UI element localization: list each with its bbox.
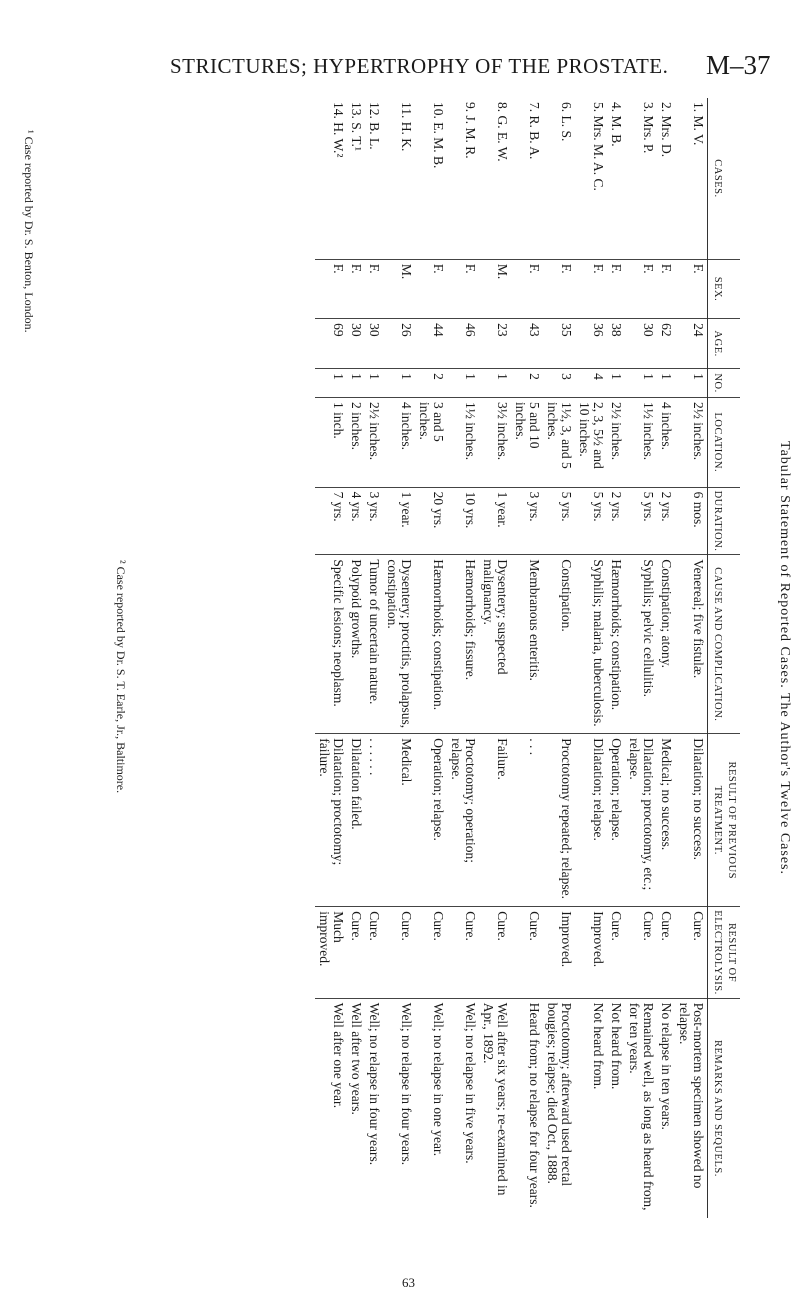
cell-duration: 5 yrs. [625, 487, 657, 555]
footnote-1: ¹ Case reported by Dr. S. Benton, London. [22, 130, 36, 333]
cell-duration: 2 yrs. [657, 487, 675, 555]
cell-case: 9. J. M. R. [463, 102, 478, 159]
cell-no: 1 [657, 369, 675, 398]
page-number: 63 [402, 1275, 415, 1290]
table-row [675, 98, 708, 1218]
cell-cause: Dysentery; proctitis, prolapsus, constipation. [383, 555, 415, 734]
col-location: LOCATION. [708, 397, 741, 487]
cell-duration: 7 yrs. [315, 487, 347, 555]
col-cause: CAUSE AND COMPLICATION. [708, 555, 741, 734]
cell-cause: Constipation; atony. [657, 555, 675, 734]
cell-duration: 1 year. [479, 487, 511, 555]
cell-duration: 4 yrs. [347, 487, 365, 555]
cell-cause: Hæmorrhoids; constipation. [607, 555, 625, 734]
col-age: AGE. [708, 319, 741, 369]
table-row [511, 98, 543, 1218]
cell-location: 4 inches. [657, 397, 675, 487]
cell-previous: Dilatation; no success. [675, 734, 708, 907]
cell-previous: Failure. [479, 734, 511, 907]
cell-sex: F. [625, 259, 657, 318]
cell-result: Cure. [347, 907, 365, 999]
cell-case: 13. S. T.¹ [349, 102, 364, 151]
table-row [479, 98, 511, 1218]
cell-cause: Tumor of uncertain nature. [365, 555, 383, 734]
cell-duration: 1 year. [383, 487, 415, 555]
cell-sex: F. [511, 259, 543, 318]
header-row [708, 98, 741, 1218]
cell-no: 1 [607, 369, 625, 398]
cell-sex: F. [575, 259, 607, 318]
table-row [625, 98, 657, 1218]
cell-sex: F. [415, 259, 447, 318]
cell-age: 62 [657, 319, 675, 369]
cell-location: 1½ inches. [625, 397, 657, 487]
cell-age: 24 [675, 319, 708, 369]
table-row [383, 98, 415, 1218]
cell-previous: Operation; relapse. [607, 734, 625, 907]
cell-remarks: Well after one year. [315, 998, 347, 1218]
cell-cause: Constipation. [543, 555, 575, 734]
cell-result: Cure. [365, 907, 383, 999]
cell-no: 1 [315, 369, 347, 398]
cell-age: 36 [575, 319, 607, 369]
col-no: NO. [708, 369, 741, 398]
cell-remarks: Well after six years; re-examined in Apr., 1892. [479, 998, 511, 1218]
cell-result: Cure. [383, 907, 415, 999]
cell-cause: Hæmorrhoids; constipation. [415, 555, 447, 734]
cell-age: 30 [347, 319, 365, 369]
cell-duration: 3 yrs. [511, 487, 543, 555]
cell-remarks: Remained well, as long as heard from, for ten years. [625, 998, 657, 1218]
running-title: STRICTURES; HYPERTROPHY OF THE PROSTATE. [170, 54, 669, 78]
table-caption: Tabular Statement of Reported Cases. The Author's Twelve Cases. [777, 441, 792, 875]
cell-duration: 10 yrs. [447, 487, 479, 555]
cell-no: 1 [347, 369, 365, 398]
cell-no: 1 [383, 369, 415, 398]
cell-case: 3. Mrs. P. [641, 102, 656, 154]
cell-sex: M. [479, 259, 511, 318]
case-table-rotated [150, 98, 792, 1218]
cell-previous: . . . [511, 734, 543, 907]
cell-case: 6. L. S. [559, 102, 574, 142]
cell-duration: 3 yrs. [365, 487, 383, 555]
cell-age: 30 [365, 319, 383, 369]
cell-age: 43 [511, 319, 543, 369]
cell-age: 26 [383, 319, 415, 369]
cell-case: 1. M. V. [691, 102, 706, 146]
cell-cause: Syphilis; malaria, tuberculosis. [575, 555, 607, 734]
cell-no: 1 [365, 369, 383, 398]
col-duration: DURATION. [708, 487, 741, 555]
col-cases: CASES. [708, 98, 741, 259]
cell-remarks: Not heard from. [575, 998, 607, 1218]
cell-sex: F. [607, 259, 625, 318]
cell-remarks: Post-mortem specimen showed no relapse. [675, 998, 708, 1218]
cell-location: 1½ inches. [447, 397, 479, 487]
cell-result: Cure. [447, 907, 479, 999]
cell-location: 2½ inches. [365, 397, 383, 487]
cell-no: 2 [415, 369, 447, 398]
cell-no: 1 [447, 369, 479, 398]
cell-no: 4 [575, 369, 607, 398]
cell-no: 1 [675, 369, 708, 398]
cell-location: 2½ inches. [675, 397, 708, 487]
cell-result: Improved. [543, 907, 575, 999]
table-row [543, 98, 575, 1218]
cell-duration: 20 yrs. [415, 487, 447, 555]
col-electrolysis: RESULT OF ELECTROLYSIS. [708, 907, 741, 999]
cell-case: 14. H. W.² [331, 102, 346, 158]
page-code: M–37 [706, 50, 771, 80]
cell-location: 4 inches. [383, 397, 415, 487]
cell-age: 38 [607, 319, 625, 369]
cell-location: 2, 3, 5½ and 10 inches. [575, 397, 607, 487]
footnote-2: ² Case reported by Dr. S. T. Earle, Jr., Baltimore. [114, 560, 128, 794]
cell-remarks: Well after two years. [347, 998, 365, 1218]
cell-remarks: Well; no relapse in one year. [415, 998, 447, 1218]
cell-remarks: Proctotomy; afterward used rectal bougies; relapse; died Oct., 1888. [543, 998, 575, 1218]
cell-case: 10. E. M. B. [431, 102, 446, 169]
cell-previous: Medical. [383, 734, 415, 907]
cell-previous: Dilatation failed. [347, 734, 365, 907]
cell-cause: Hæmorrhoids; fissure. [447, 555, 479, 734]
table-row [447, 98, 479, 1218]
cell-sex: F. [315, 259, 347, 318]
table-row [657, 98, 675, 1218]
cell-no: 3 [543, 369, 575, 398]
cell-case: 2. Mrs. D. [659, 102, 674, 158]
cell-remarks: Well; no relapse in four years. [383, 998, 415, 1218]
cell-location: 5 and 10 inches. [511, 397, 543, 487]
cell-result: Cure. [625, 907, 657, 999]
cell-remarks: Not heard from. [607, 998, 625, 1218]
cell-sex: M. [383, 259, 415, 318]
cell-previous: Medical; no success. [657, 734, 675, 907]
cell-remarks: Heard from; no relapse for four years. [511, 998, 543, 1218]
cell-cause: Syphilis; pelvic cellulitis. [625, 555, 657, 734]
table-row [347, 98, 365, 1218]
cell-duration: 6 mos. [675, 487, 708, 555]
cell-cause: Dysentery; suspected malignancy. [479, 555, 511, 734]
cell-sex: F. [447, 259, 479, 318]
cell-result: Cure. [511, 907, 543, 999]
cell-result: Cure. [415, 907, 447, 999]
cell-sex: F. [365, 259, 383, 318]
cell-case: 12. B. L. [367, 102, 382, 150]
cell-location: 2 inches. [347, 397, 365, 487]
cell-no: 1 [625, 369, 657, 398]
cell-previous: Dilatation; relapse. [575, 734, 607, 907]
cell-remarks: No relapse in ten years. [657, 998, 675, 1218]
cell-case: 7. R. B. A. [527, 102, 542, 160]
cell-previous: . . . . . . [365, 734, 383, 907]
table-row [365, 98, 383, 1218]
case-table [315, 98, 740, 1218]
cell-cause: Venereal; five fistulæ. [675, 555, 708, 734]
cell-age: 44 [415, 319, 447, 369]
cell-case: 4. M. B. [609, 102, 624, 147]
cell-age: 30 [625, 319, 657, 369]
cell-case: 8. G. E. W. [495, 102, 510, 162]
cell-age: 23 [479, 319, 511, 369]
cell-sex: F. [675, 259, 708, 318]
cell-duration: 2 yrs. [607, 487, 625, 555]
cell-cause: Membranous enteritis. [511, 555, 543, 734]
cell-case: 5. Mrs. M. A. C. [591, 102, 606, 191]
cell-previous: Dilatation; proctotomy, etc.; relapse. [625, 734, 657, 907]
col-remarks: REMARKS AND SEQUELS. [708, 998, 741, 1218]
table-row [415, 98, 447, 1218]
cell-result: Improved. [575, 907, 607, 999]
cell-case: 11. H. K. [399, 102, 414, 152]
cell-cause: Specific lesions; neoplasm. [315, 555, 347, 734]
cell-location: 1½, 3, and 5 inches. [543, 397, 575, 487]
cell-no: 1 [479, 369, 511, 398]
cell-result: Cure. [675, 907, 708, 999]
cell-sex: F. [657, 259, 675, 318]
cell-previous: Operation; relapse. [415, 734, 447, 907]
col-sex: SEX. [708, 259, 741, 318]
cell-sex: F. [543, 259, 575, 318]
cell-result: Cure. [607, 907, 625, 999]
footnotes [8, 0, 128, 1295]
cell-remarks: Well; no relapse in four years. [365, 998, 383, 1218]
cell-no: 2 [511, 369, 543, 398]
cell-previous: Proctotomy repeated; relapse. [543, 734, 575, 907]
table-row [315, 98, 347, 1218]
cell-age: 35 [543, 319, 575, 369]
cell-age: 46 [447, 319, 479, 369]
cell-age: 69 [315, 319, 347, 369]
cell-previous: Proctotomy; operation; relapse. [447, 734, 479, 907]
cell-location: 3½ inches. [479, 397, 511, 487]
col-previous: RESULT OF PREVIOUS TREATMENT. [708, 734, 741, 907]
cell-previous: Dilatation; proctotomy; failure. [315, 734, 347, 907]
cell-result: Much improved. [315, 907, 347, 999]
cell-location: 3 and 5 inches. [415, 397, 447, 487]
cell-result: Cure. [657, 907, 675, 999]
cell-location: 2½ inches. [607, 397, 625, 487]
cell-location: 1 inch. [315, 397, 347, 487]
cell-cause: Polypoid growths. [347, 555, 365, 734]
cell-duration: 5 yrs. [543, 487, 575, 555]
cell-duration: 5 yrs. [575, 487, 607, 555]
table-row [575, 98, 607, 1218]
cell-result: Cure. [479, 907, 511, 999]
table-row [607, 98, 625, 1218]
cell-sex: F. [347, 259, 365, 318]
cell-remarks: Well; no relapse in five years. [447, 998, 479, 1218]
